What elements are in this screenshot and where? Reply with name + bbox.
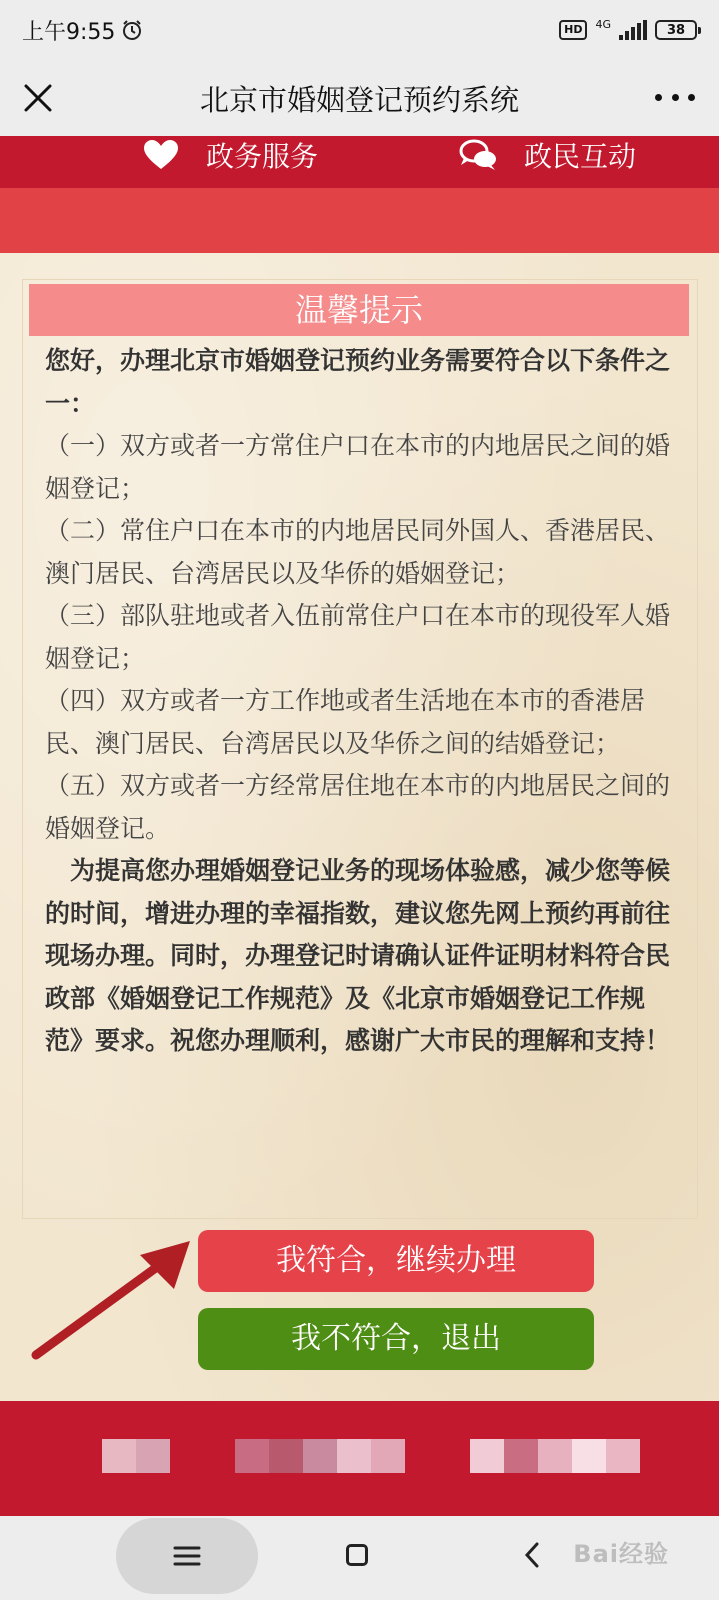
exit-button[interactable]: 我不符合，退出 bbox=[198, 1308, 594, 1370]
page-title: 北京市婚姻登记预约系统 bbox=[199, 83, 519, 117]
footer-pixelated-link[interactable] bbox=[102, 1439, 170, 1473]
signal-icon bbox=[619, 20, 647, 40]
status-left bbox=[22, 15, 143, 46]
back-button[interactable] bbox=[518, 1540, 548, 1570]
condition-2: （二）常住户口在本市的内地居民同外国人、香港居民、澳门居民、台湾居民以及华侨的婚姻登记； bbox=[45, 516, 671, 588]
status-bar bbox=[0, 0, 719, 60]
watermark: Bai经验 bbox=[573, 1540, 669, 1568]
nav-item-label: 政民互动 bbox=[524, 140, 637, 173]
chat-bubbles-icon bbox=[458, 138, 498, 172]
nav-item-label: 政务服务 bbox=[206, 140, 319, 173]
condition-4: （四）双方或者一方工作地或者生活地在本市的香港居民、澳门居民、台湾居民以及华侨之间的结婚登记； bbox=[45, 686, 646, 758]
notice-header: 温馨提示 bbox=[29, 284, 689, 336]
system-nav-bar bbox=[0, 1516, 719, 1600]
nav-item-government-services[interactable] bbox=[142, 136, 318, 174]
home-button[interactable] bbox=[346, 1544, 368, 1566]
status-time: 上午9:55 bbox=[22, 19, 116, 45]
menu-icon bbox=[173, 1544, 201, 1568]
status-right bbox=[559, 17, 697, 40]
more-options-button[interactable] bbox=[655, 82, 695, 112]
heart-icon bbox=[142, 139, 180, 171]
footer-bar bbox=[0, 1401, 719, 1516]
alarm-icon bbox=[121, 19, 143, 41]
condition-3: （三）部队驻地或者入伍前常住户口在本市的现役军人婚姻登记； bbox=[45, 601, 671, 673]
recent-apps-button[interactable] bbox=[116, 1518, 258, 1594]
confirm-continue-button[interactable]: 我符合，继续办理 bbox=[198, 1230, 594, 1292]
main-content bbox=[0, 253, 719, 1401]
more-icon-dot bbox=[688, 94, 695, 101]
condition-5: （五）双方或者一方经常居住地在本市的内地居民之间的婚姻登记。 bbox=[45, 771, 671, 843]
back-chevron-icon bbox=[518, 1540, 548, 1570]
battery-icon bbox=[655, 20, 697, 40]
footer-pixelated-link[interactable] bbox=[470, 1439, 640, 1473]
more-icon-dot bbox=[655, 94, 662, 101]
notice-intro: 您好，办理北京市婚姻登记预约业务需要符合以下条件之一： bbox=[45, 346, 671, 418]
battery-level: 38 bbox=[666, 22, 686, 38]
top-nav bbox=[0, 136, 719, 188]
arrow-annotation-icon bbox=[28, 1233, 198, 1363]
title-bar bbox=[0, 60, 719, 136]
sub-banner bbox=[0, 188, 719, 253]
notice-body bbox=[45, 340, 673, 1063]
footer-pixelated-link[interactable] bbox=[235, 1439, 405, 1473]
network-type: 4G bbox=[595, 17, 611, 31]
more-icon-dot bbox=[672, 94, 679, 101]
condition-1: （一）双方或者一方常住户口在本市的内地居民之间的婚姻登记； bbox=[45, 431, 671, 503]
notice-card bbox=[22, 279, 698, 1219]
nav-item-interaction[interactable] bbox=[458, 136, 636, 174]
hd-badge: HD bbox=[559, 20, 587, 40]
notice-closing: 为提高您办理婚姻登记业务的现场体验感，减少您等候的时间，增进办理的幸福指数，建议您先网上预约再前往现场办理。同时，办理登记时请确认证件证明材料符合民政部《婚姻登记工作规范》及《北京市婚姻登记工作规范》要求。祝您办理顺利，感谢广大市民的理解和支持！ bbox=[45, 856, 671, 1055]
